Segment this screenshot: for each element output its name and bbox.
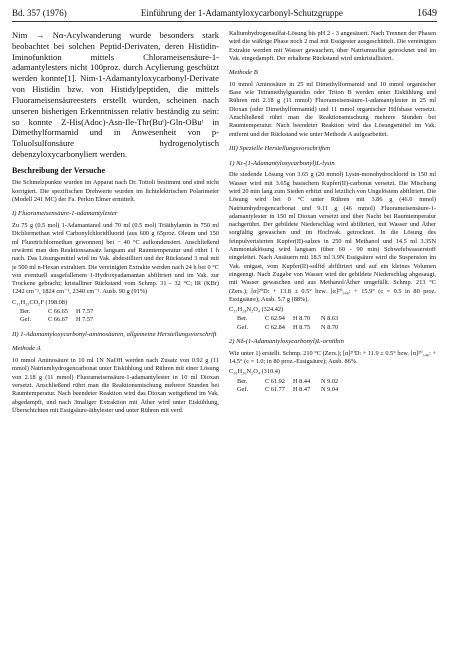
analysis-cell: N 9.04	[321, 385, 339, 393]
analysis-cell: H 7.57	[76, 308, 94, 316]
subsection-heading-III: III) Spezielle Herstellungsvorschriften	[229, 144, 331, 152]
right-column	[229, 30, 436, 415]
analysis-cell: C 62.84	[265, 323, 285, 331]
analysis-cell: Ber.	[20, 308, 31, 316]
formula-ornithin: C₁₆H₂₆N₂O₄ (310.4)	[229, 368, 280, 376]
analysis-ornithin	[229, 378, 436, 395]
subsection-heading-II: II) 1-Adamantyloxycarbonyl-aminosäuren, allgemeine Herstellungsvorschrift	[12, 330, 217, 338]
analysis-cell: N 9.02	[321, 377, 339, 385]
analysis-cell: N 8.63	[321, 315, 339, 323]
lysin-heading: 1) Nε-(1-Adamantyloxycarbonyl)L-lysin	[229, 159, 335, 167]
formula-lysin: C₁₇H₂₈N₂O₄ (324.42)	[229, 306, 284, 314]
formula-I: C₁₁H₁₅CO₂F (198.08)	[12, 298, 68, 306]
section-heading-experiments: Beschreibung der Versuche	[12, 165, 106, 175]
analysis-cell: Ber.	[237, 377, 248, 385]
ornithin-paragraph: Wie unter 1) erstellt. Schmp. 210 °C (Zers.); [α]²⁰D: + 11.9 ± 0.5° bzw. [α]²⁰₅₄₆: + 14.5° (c = 1.0; in 80 proz.-Essigsäure); Ausb. 86%.	[229, 349, 436, 366]
method-b-paragraph: 10 mmol Aminosäure in 25 ml Dimethylformamid und 10 mmol organischer Base wie Tetramethylguanidin oder Triton B werden unter Eiskühlung und Rühren mit 2.18 g (11 mmol) Fluorameisensäure-1-adamantylester in 25 ml Dioxan (oder Dimethylformamid) und 11 mmol organischer Hilfsbase versetzt. Anschließend rührt man die Reaktionsmischung mehrere Stunden bei Raumtemperatur. Nach beendeter Reaktion wird das Lösungsmittel im Vak. entfernt und der Rückstand wie unter Methode A aufgearbeitet.	[229, 80, 436, 138]
intro-paragraph: Nim → Nα-Acylwanderung wurde besonders stark beobachtet bei solchen Peptid-Derivaten, deren Histidin-Iminofunktion mittels Chlorameisensäure-1-adamantylesters nicht 100proz. durch Acylierung geschützt werden konnte[1]. Nim-1-Adamantyloxycarbonyl-Derivate von Histidin bzw. von Histidylpeptiden, die mittels Fluorameisensäureesters erstellt wurden, scheinen nach unseren bisherigen Erkenntnissen relativ beständig zu sein: so konnte Z-His(Adoc)-Asn-Ile-Thr(Buᵗ)-Gln-OBuᵗ in Dimethylformamid und in Anwesenheit von p-Toluolsulfonsäure hydrogenolytisch debenzyloxycarbonyliert werden.	[12, 30, 219, 160]
running-title: Einführung der 1-Adamantyloxycarbonyl-Schutzgruppe	[140, 8, 343, 18]
experiments-paragraph: Die Schmelzpunkte wurden im Apparat nach Dr. Tottoli bestimmt und sind nicht korrigiert. Die spezifischen Drehwerte wurden im lichtelektrischen Polarimeter (Modell 241 MC) der Fa. Perkin Elmer ermittelt.	[12, 179, 219, 204]
volume-label: Bd. 357 (1976)	[12, 8, 67, 18]
running-header	[12, 8, 437, 22]
analysis-cell: N 8.70	[321, 323, 339, 331]
analysis-cell: C 61.92	[265, 377, 285, 385]
analysis-I	[12, 308, 219, 325]
analysis-cell: Gef.	[20, 316, 32, 324]
method-b-heading: Methode B	[229, 69, 258, 77]
page-number: 1649	[416, 8, 437, 19]
analysis-cell: H 8.75	[293, 323, 311, 331]
method-a-heading: Methode A	[12, 345, 41, 353]
two-column-body	[12, 30, 437, 415]
analysis-cell: Gef.	[237, 323, 249, 331]
analysis-cell: C 62.94	[265, 315, 285, 323]
analysis-lysin	[229, 315, 436, 332]
analysis-cell: H 8.44	[293, 377, 311, 385]
method-a-paragraph: 10 mmol Aminosäure in 10 ml 1N NaOH werden nach Zusatz von 0.92 g (11 mmol) Natriumhydrogencarbonat unter Eiskühlung und Rühren mit einer Lösung von 2.18 g (11 mmol) Fluorameisensäure-1-adamantylester in 10 ml Dioxan versetzt. Anschließend rührt man die Reaktionsmischung mehrere Stunden bei Raumtemperatur. Nach beendeter Reaktion wird das Dioxan weitgehend im Vak. abgedampft, und nach 3maliger Extraktion mit Äther wird unter Eiskühlung, Überschichten mit Essigsäure-äthylester und unter Rühren mit verd.	[12, 357, 219, 414]
analysis-cell: C 61.77	[265, 385, 285, 393]
analysis-cell: C 66.65	[48, 308, 68, 316]
ornithin-heading: 2) Nδ-(1-Adamantyloxycarbonyl)L-ornithin	[229, 338, 344, 346]
subsection-heading-I: I) Fluorameisensäure-1-adamantylester	[12, 210, 118, 218]
method-a-continuation: Kaliumhydrogensulfat-Lösung bis pH 2 - 3 angesäuert. Nach Trennen der Phasen wird die wäßrige Phase noch 2 mal mit Essigester ausgeschüttelt. Die vereinigten Extrakte werden mit Wasser gewaschen, über Natriumsulfat getrocknet und im Vak. eingedampft. Der erhaltene Rückstand wird umkristallisiert.	[229, 30, 436, 62]
analysis-cell: Ber.	[237, 315, 248, 323]
lysin-paragraph: Die siedende Lösung von 3.65 g (20 mmol) Lysin-monohydrochlorid in 150 ml Wasser wird mit 3.65g basischem Kupfer(II)-carbonat versetzt. Die Mischung wird 20 min lang zum Sieden erhitzt und letztlich von Ungelöstem abfiltriert. Die Lösung wird bei 0 °C unter Rühren mit 3.86 g (46.0 mmol) Natriumhydrogencarbonat und 9.11 g (46 mmol) Fluorameisensäure-1-adamantylester in 150 ml Dioxan versetzt und über Nacht bei Raumtemperatur nachgerührt. Der gebildete Niederschlag wird abfiltriert, mit Wasser und Äther sorgfältig gewaschen und im Hochvak. getrocknet. In die Lösung des feinpulverisierten Kupfer(II)-salzes in 250 ml Methanol und 14.5 ml 3.35N Ammoniaklösung wird langsam (über 60 - 90 min) Schwefelwasserstoff eingeleitet. Nach Ansäuern mit 18.5 ml 3.9N Essigsäure wird die Suspension im Vak. entgast, vom Kupfer(II)-sulfid abfiltriert und auf ein kleines Volumen eingeengt. Nach Zugabe von Wasser wird der gebildete Niederschlag abgesaugt, mit Wasser gewaschen und aus Methanol/Äther umgefällt. Schmp. 213 °C (Zers.); [α]²⁰D: + 13.8 ± 0.5° bzw. [α]²⁰₅₄₆: + 15.9° (c = 0.5 in 80 proz. Essigsäure); Ausb. 5.7 g (88%).	[229, 171, 436, 303]
analysis-cell: H 8.47	[293, 385, 311, 393]
left-column	[12, 30, 219, 415]
analysis-cell: Gef.	[237, 385, 249, 393]
procedure-I-paragraph: Zu 75 g (0.5 mol) 1-Adamantanol und 70 ml (0.5 mol) Triäthylamin in 750 ml Dichlormethan wird Carbonylchloridfluorid (aus 600 g 65proz. Oleum und 150 ml Fluortrichlormethan gewonnen) bei − 40 °C aufkondensiert. Anschließend erwärmt man den Reaktionsansatz langsam auf Raumtemperatur und rührt 1 h nach. Das Lösungsmittel wird im Vak. abdestilliert und der Rückstand 3 mal mit je 500 ml n-Hexan extrahiert. Die vereinigten Extrakte werden nach 24 h bei 0 °C von eventuell ausgefallenem 1-Hydroxyadamantan abfiltriert und im Vak. zur Trockene gebracht; kristalliner Rückstand vom Schmp. 31 - 32 °C; IR (KBr) 1242 cm⁻¹, 1824 cm⁻¹, 2340 cm⁻¹. Ausb. 90 g (91%)	[12, 222, 219, 296]
analysis-cell: H 8.70	[293, 315, 311, 323]
analysis-cell: H 7.57	[76, 316, 94, 324]
analysis-cell: C 66.67	[48, 316, 68, 324]
